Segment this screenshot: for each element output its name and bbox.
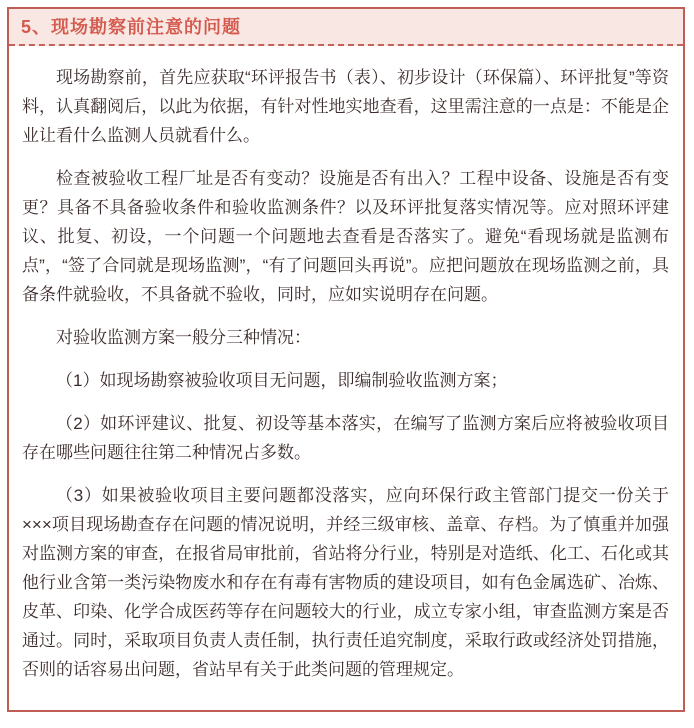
paragraph-case-2: （2）如环评建议、批复、初设等基本落实，在编写了监测方案后应将被验收项目存在哪些问题往往第二种情况占多数。 <box>22 414 669 462</box>
document-body <box>9 46 683 706</box>
paragraph-case-3: （3）如果被验收项目主要问题都没落实，应向环保行政主管部门提交一份关于×××项目现场勘查存在问题的情况说明，并经三级审核、盖章、存档。为了慎重并加强对监测方案的审查，在报省局审批前，省站将分行业，特别是对造纸、化工、石化或其他行业含第一类污染物废水和存在有毒有害物质的建设项目，如有色金属选矿、冶炼、皮革、印染、化学合成医药等存在问题较大的行业，成立专家小组，审查监测方案是否通过。同时，采取项目负责人责任制，执行责任追究制度，采取行政或经济处罚措施，否则的话容易出问题，省站早有关于此类问题的管理规定。 <box>22 486 669 679</box>
section-title: 5、现场勘察前注意的问题 <box>21 17 242 37</box>
paragraph-intro: 现场勘察前，首先应获取“环评报告书（表）、初步设计（环保篇）、环评批复”等资料，认真翻阅后，以此为依据，有针对性地实地查看，这里需注意的一点是：不能是企业让看什么监测人员就看什么。 <box>22 68 669 145</box>
paragraph-inspection-checks: 检查被验收工程厂址是否有变动？设施是否有出入？工程中设备、设施是否有变更？具备不具备验收条件和验收监测条件？以及环评批复落实情况等。应对照环评建议、批复、初设，一个问题一个问题地去查看是否落实了。避免“看现场就是监测布点”，“签了合同就是现场监测”，“有了问题回头再说”。应把问题放在现场监测之前，具备条件就验收，不具备就不验收，同时，应如实说明存在问题。 <box>22 169 669 304</box>
paragraph-case-1: （1）如现场勘察被验收项目无问题，即编制验收监测方案； <box>56 371 508 390</box>
document-panel <box>7 7 685 712</box>
section-header <box>9 9 683 46</box>
paragraph-three-cases-lead: 对验收监测方案一般分三种情况： <box>56 328 311 347</box>
